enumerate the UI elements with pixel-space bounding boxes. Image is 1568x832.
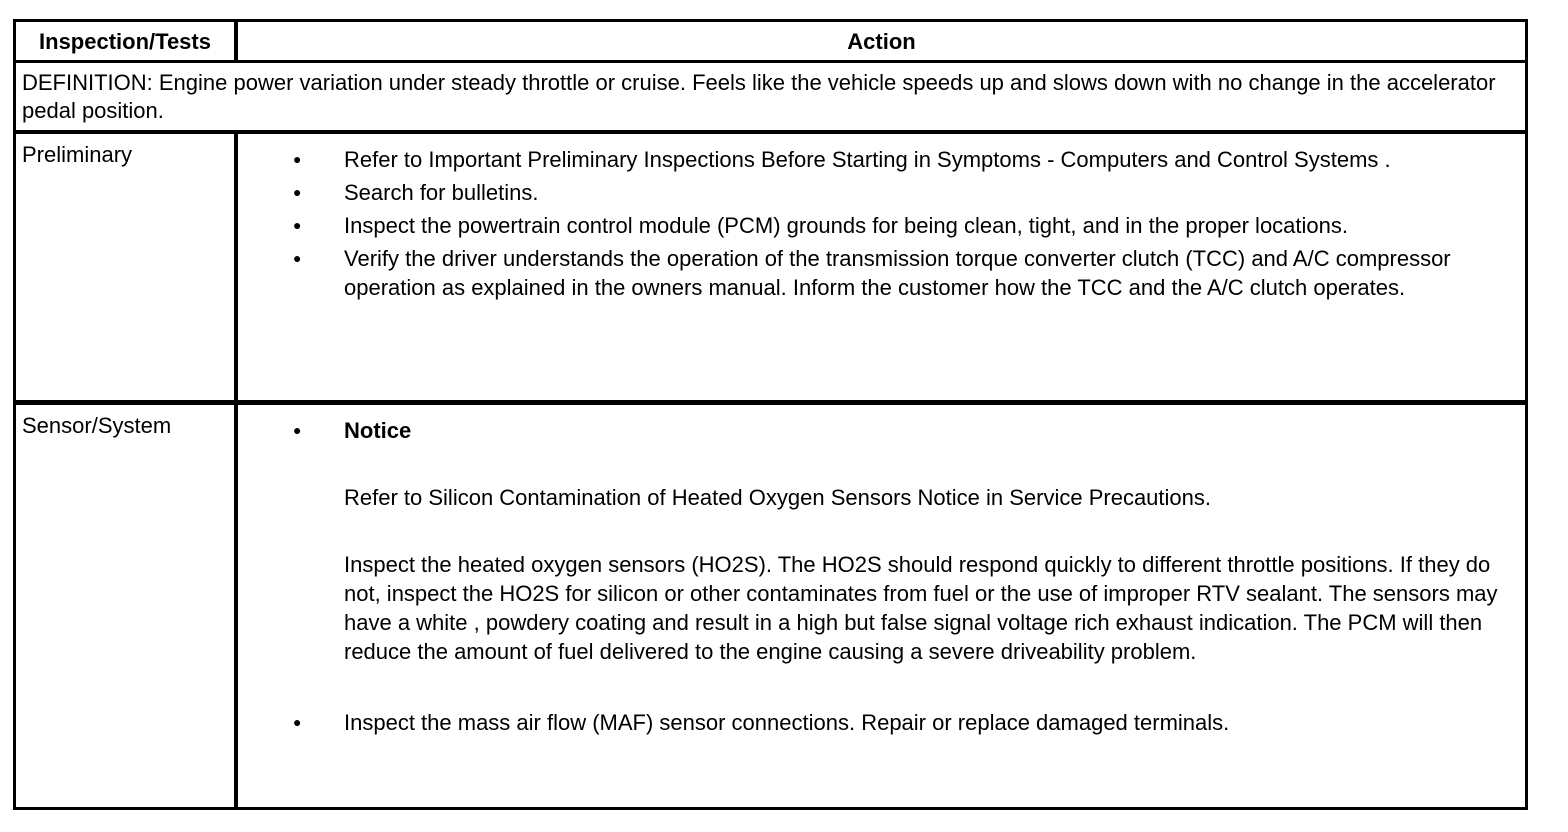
list-item: [238, 416, 1519, 666]
label-preliminary: Preliminary: [22, 142, 133, 167]
list-item-text: Search for bulletins.: [344, 180, 539, 205]
bullet-icon: ●: [293, 714, 302, 730]
bullet-icon: ●: [293, 250, 302, 266]
list-item-text: Inspect the powertrain control module (PCM) grounds for being clean, tight, and in the proper locations.: [344, 213, 1348, 238]
list-item: [238, 211, 1519, 240]
definition-text: DEFINITION: Engine power variation under steady throttle or cruise. Feels like the vehicle speeds up and slows down with no change in the accelerator pedal position.: [22, 70, 1496, 123]
bullet-icon: ●: [293, 184, 302, 200]
list-item-text: Verify the driver understands the operation of the transmission torque converter clutch (TCC) and A/C compressor operation as explained in the owners manual. Inform the customer how the TCC and the A/C clutch operates.: [344, 246, 1451, 300]
notice-title: Notice: [344, 418, 412, 443]
diagnostic-table: [13, 19, 1528, 810]
sensor-column-divider: [234, 405, 238, 810]
list-item: [238, 178, 1519, 207]
list-item-text: Inspect the mass air flow (MAF) sensor connections. Repair or replace damaged terminals.: [344, 710, 1230, 735]
bullet-icon: ●: [293, 151, 302, 167]
preliminary-actions: [238, 145, 1519, 302]
header-divider: [16, 60, 1525, 63]
bullet-icon: ●: [293, 217, 302, 233]
list-item: [238, 708, 1519, 737]
sensor-system-actions: [238, 416, 1519, 737]
list-item: [238, 244, 1519, 302]
preliminary-divider: [16, 400, 1525, 405]
header-action: Action: [847, 28, 916, 54]
header-inspection-tests: Inspection/Tests: [39, 28, 211, 54]
notice-text: Refer to Silicon Contamination of Heated Oxygen Sensors Notice in Service Precautions.: [344, 485, 1211, 510]
list-item: [238, 145, 1519, 174]
preliminary-column-divider: [234, 134, 238, 400]
list-item-text: Refer to Important Preliminary Inspections Before Starting in Symptoms - Computers and Control Systems .: [344, 147, 1391, 172]
header-column-divider: [234, 22, 238, 61]
notice-body: Inspect the heated oxygen sensors (HO2S). The HO2S should respond quickly to different throttle positions. If they do not, inspect the HO2S for silicon or other contaminates from fuel or the use of improper RTV sealant. The sensors may have a white , powdery coating and result in a high but false signal voltage rich exhaust indication. The PCM will then reduce the amount of fuel delivered to the engine causing a severe driveability problem.: [344, 552, 1498, 664]
definition-divider: [16, 130, 1525, 134]
label-sensor-system: Sensor/System: [22, 413, 172, 438]
bullet-icon: ●: [293, 422, 302, 438]
